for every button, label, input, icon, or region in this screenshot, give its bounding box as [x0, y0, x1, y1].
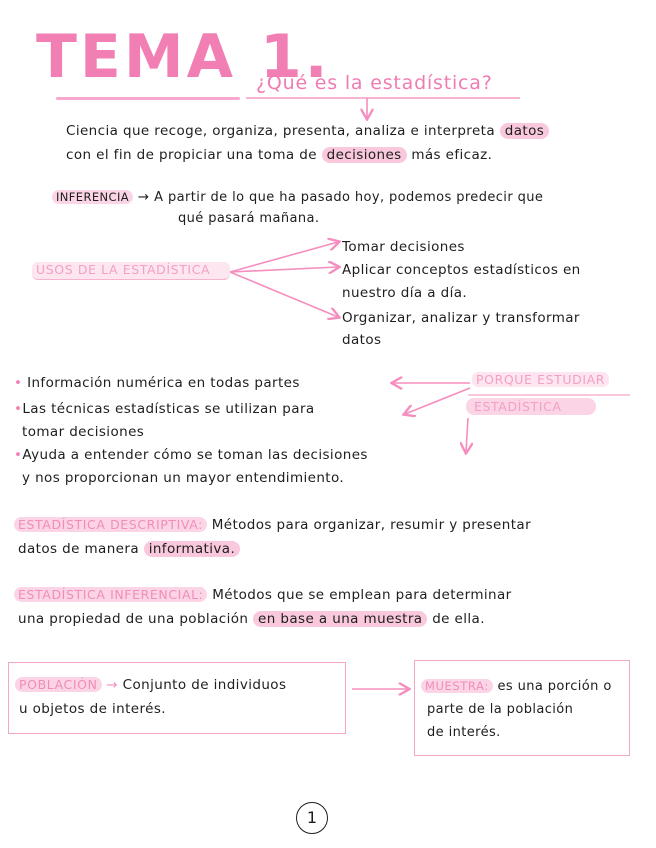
inferencial-label: ESTADÍSTICA INFERENCIAL: — [14, 587, 207, 602]
inferencial-line-1 — [14, 584, 512, 606]
inferencial-text-2b: de ella. — [432, 611, 485, 627]
porque-bullet-3-cont: y nos proporcionan un mayor entendimiento. — [22, 470, 345, 486]
porque-bullet-1-text: Información numérica en todas partes — [27, 375, 300, 391]
page-number: 1 — [296, 802, 328, 834]
descriptiva-line-2 — [18, 538, 240, 560]
highlight-decisiones: decisiones — [322, 147, 407, 163]
usos-item-3: nuestro día a día. — [342, 285, 468, 301]
porque-bullet-1: • Información numérica en todas partes — [14, 375, 300, 391]
inferencial-text-1: Métodos que se emplean para determinar — [212, 587, 512, 603]
muestra-line-1 — [421, 675, 612, 698]
poblacion-text-2: u objetos de interés. — [19, 701, 166, 717]
muestra-text-1: es una porción o — [497, 679, 612, 694]
inferencial-line-2 — [18, 608, 485, 630]
porque-label-2: ESTADÍSTICA — [466, 398, 596, 415]
usos-item-1: Tomar decisiones — [342, 239, 465, 255]
inferencia-line-1 — [52, 186, 543, 209]
poblacion-text-1: Conjunto de individuos — [122, 677, 287, 693]
porque-arrow-2 — [405, 388, 470, 414]
usos-item-2: Aplicar conceptos estadísticos en — [342, 262, 581, 278]
poblacion-box — [8, 662, 346, 734]
inferencia-text-2: qué pasará mañana. — [178, 211, 320, 226]
usos-item-5: datos — [342, 332, 382, 348]
highlight-datos: datos — [500, 123, 549, 139]
usos-arrow-3 — [230, 272, 338, 317]
porque-bullet-3: •Ayuda a entender cómo se toman las decisiones — [14, 447, 368, 463]
definition-text-2b: más eficaz. — [411, 147, 493, 163]
definition-line-2 — [66, 144, 492, 166]
porque-bullet-2-text: Las técnicas estadísticas se utilizan para — [22, 401, 315, 417]
descriptiva-label: ESTADÍSTICA DESCRIPTIVA: — [14, 517, 207, 532]
descriptiva-text-2: datos de manera — [18, 541, 139, 557]
poblacion-label: POBLACIÓN — [15, 677, 102, 692]
porque-arrow-3 — [466, 418, 468, 452]
poblacion-line-1 — [15, 674, 286, 696]
page-title: TEMA 1. — [36, 22, 331, 92]
poblacion-arrow: → — [106, 677, 118, 693]
usos-item-4: Organizar, analizar y transformar — [342, 310, 580, 326]
usos-label: USOS DE LA ESTADÍSTICA — [32, 262, 230, 280]
header-question: ¿Qué es la estadística? — [256, 72, 493, 94]
porque-bullet-2-cont: tomar decisiones — [22, 424, 145, 440]
descriptiva-line-1 — [14, 514, 531, 536]
highlight-informativa: informativa. — [144, 541, 240, 557]
definition-line-1 — [66, 120, 549, 142]
muestra-text-3: de interés. — [427, 725, 501, 740]
porque-bullet-2: •Las técnicas estadísticas se utilizan para — [14, 401, 315, 417]
definition-text-1: Ciencia que recoge, organiza, presenta, analiza e interpreta — [66, 123, 496, 139]
inferencia-arrow: → — [137, 189, 150, 205]
definition-text-2a: con el fin de propiciar una toma de — [66, 147, 317, 163]
inferencia-label: INFERENCIA — [52, 190, 133, 204]
porque-bullet-3-text: Ayuda a entender cómo se toman las decisiones — [22, 447, 368, 463]
highlight-muestra: en base a una muestra — [253, 611, 427, 627]
muestra-label: MUESTRA: — [421, 679, 493, 693]
porque-label-1: PORQUE ESTUDIAR — [472, 372, 609, 387]
inferencia-text-1: A partir de lo que ha pasado hoy, podemos predecir que — [154, 190, 544, 205]
inferencial-text-2a: una propiedad de una población — [18, 611, 249, 627]
muestra-box — [414, 660, 630, 756]
descriptiva-text-1: Métodos para organizar, resumir y presentar — [211, 517, 532, 533]
muestra-text-2: parte de la población — [427, 702, 574, 717]
